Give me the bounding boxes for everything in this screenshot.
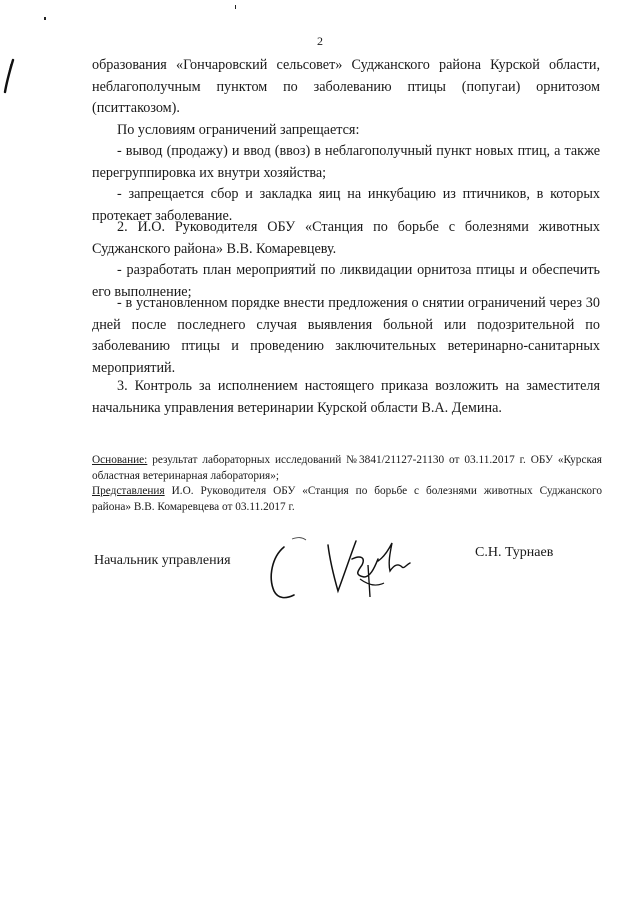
basis-label: Основание: — [92, 454, 148, 466]
handwritten-signature — [264, 535, 424, 605]
submission-label: Представления — [92, 485, 165, 497]
paragraph-restriction-eggs: - запрещается сбор и закладка яиц на инкубацию из птичников, в которых протекает заболевание. — [92, 186, 600, 224]
submission-note — [92, 484, 602, 515]
paragraph-restrictions-heading: По условиям ограничений запрещается: — [117, 122, 360, 138]
paragraph-lift-restrictions: - в установленном порядке внести предложения о снятии ограничений через 30 дней после последнего случая выявления больной или подозрительной по заболеванию птицы и проведению заключительных ветеринарно-санитарных мероприятий. — [92, 295, 600, 376]
paragraph-restriction-import: - вывод (продажу) и ввод (ввоз) в неблагополучный пункт новых птиц, а также перегруппировка их внутри хозяйства; — [92, 143, 600, 181]
paragraph-item-2: 2. И.О. Руководителя ОБУ «Станция по борьбе с болезнями животных Суджанского района» В.В. Комаревцеву. — [92, 219, 600, 257]
submission-text: И.О. Руководителя ОБУ «Станция по борьбе с болезнями животных Суджанского района» В.В. Комаревцева от 03.11.2017 г. — [92, 485, 602, 513]
page-number: 2 — [317, 34, 323, 48]
signatory-title: Начальник управления — [94, 553, 231, 568]
scan-speck — [44, 17, 46, 20]
margin-pen-mark — [2, 58, 16, 94]
basis-text: результат лабораторных исследований №3841/21127-21130 от 03.11.2017 г. ОБУ «Курская областная ветеринарная лаборатория»; — [92, 454, 602, 482]
paragraph-intro-continuation: образования «Гончаровский сельсовет» Суджанского района Курской области, неблагополучным пунктом по заболеванию птицы (попугаи) орнитозом (пситтакозом). — [92, 57, 600, 116]
signature-row — [92, 545, 602, 605]
paragraph-action-plan: - разработать план мероприятий по ликвидации орнитоза птицы и обеспечить его выполнение; — [92, 262, 600, 300]
signatory-name: С.Н. Турнаев — [475, 545, 554, 560]
paragraph-item-3: 3. Контроль за исполнением настоящего приказа возложить на заместителя начальника управления ветеринарии Курской области В.А. Демина. — [92, 378, 600, 416]
basis-note — [92, 453, 602, 484]
scan-speck — [235, 5, 236, 9]
